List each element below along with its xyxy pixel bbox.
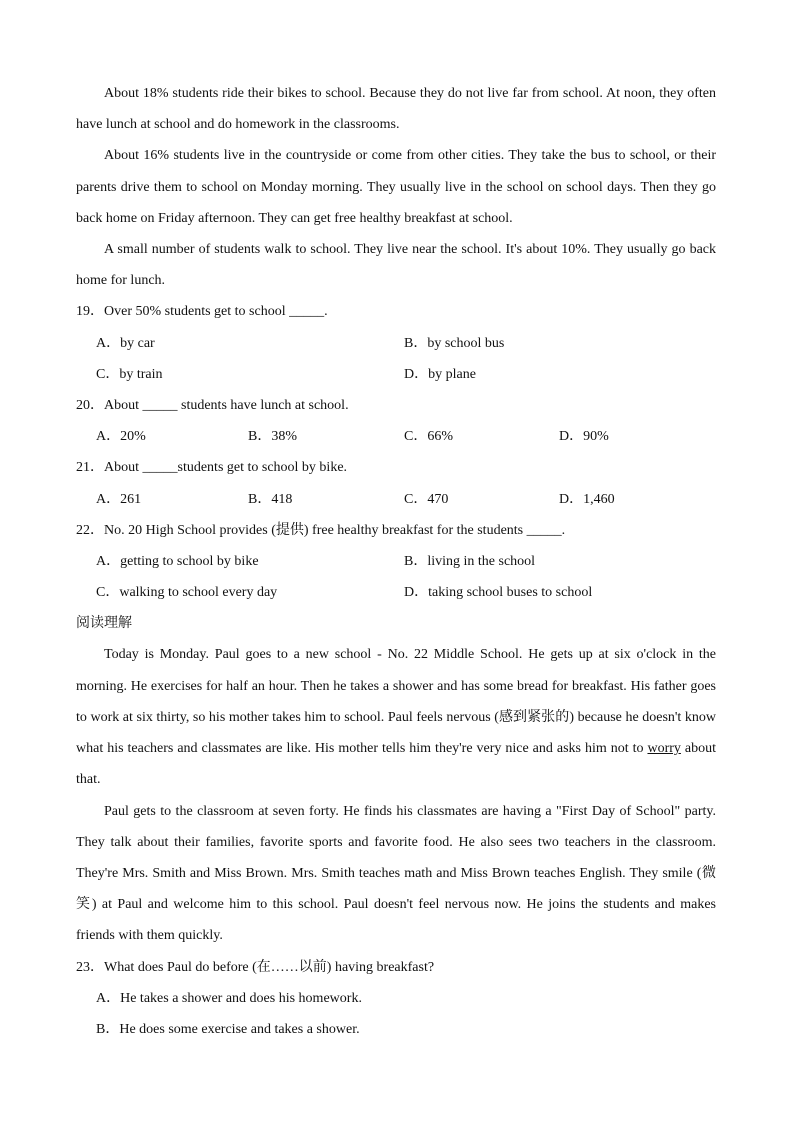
question-22-options-row-1 bbox=[76, 546, 716, 577]
document-page bbox=[76, 78, 716, 1045]
question-19-option-d[interactable]: D．by plane bbox=[404, 366, 476, 382]
question-19-stem: 19．Over 50% students get to school _____. bbox=[76, 304, 328, 320]
question-19-options-row-2 bbox=[76, 359, 716, 390]
question-20-option-d[interactable]: D．90% bbox=[559, 429, 609, 445]
passage1-p1-text: About 18% students ride their bikes to school. Because they do not live far from school. At noon, they often have lunch at school and do homework in the classrooms. bbox=[76, 86, 716, 133]
question-20-options bbox=[76, 421, 716, 452]
question-22-options-row-2 bbox=[76, 577, 716, 608]
question-21-option-d[interactable]: D．1,460 bbox=[559, 491, 615, 507]
question-22-option-b[interactable]: B．living in the school bbox=[404, 553, 536, 569]
passage1-p3-text: A small number of students walk to school. They live near the school. It's about 10%. They usually go back home for lunch. bbox=[76, 242, 716, 289]
passage2-paragraph-1 bbox=[76, 639, 716, 795]
question-21-option-c[interactable]: C．470 bbox=[404, 491, 449, 507]
question-20-option-b[interactable]: B．38% bbox=[248, 429, 297, 445]
question-21-stem: 21．About _____students get to school by bike. bbox=[76, 460, 348, 476]
question-23-stem: 23．What does Paul do before (在……以前) having breakfast? bbox=[76, 959, 435, 975]
passage1-p2-text: About 16% students live in the countryside or come from other cities. They take the bus to school, or their parents drive them to school on Monday morning. They usually live in the school on school days. Then they go back home on Friday afternoon. They can get free healthy breakfast at school. bbox=[76, 148, 716, 226]
passage2-p1-tail: about that. bbox=[76, 741, 716, 788]
question-23-option-a[interactable]: A．He takes a shower and does his homework. bbox=[96, 990, 362, 1006]
question-22-option-d[interactable]: D．taking school buses to school bbox=[404, 585, 593, 601]
question-22-option-a[interactable]: A．getting to school by bike bbox=[96, 553, 259, 569]
question-19-option-c[interactable]: C．by train bbox=[96, 366, 163, 382]
question-19-option-b[interactable]: B．by school bus bbox=[404, 335, 505, 351]
passage2-paragraph-2 bbox=[76, 796, 716, 952]
question-19-options-row-1 bbox=[76, 328, 716, 359]
passage2-p2-text: Paul gets to the classroom at seven forty. He finds his classmates are having a "First Day of School" party. They talk about their families, favorite sports and favorite food. He also sees two teachers in the classroom. They're Mrs. Smith and Miss Brown. Mrs. Smith teaches math and Miss Brown teaches English. They smile (微笑) at Paul and welcome him to this school. Paul doesn't feel nervous now. He joins the students and makes friends with them quickly. bbox=[76, 803, 716, 944]
question-23-options-row-1 bbox=[76, 983, 716, 1014]
question-19-option-a[interactable]: A．by car bbox=[96, 335, 155, 351]
question-23-option-b[interactable]: B．He does some exercise and takes a shower. bbox=[96, 1021, 360, 1037]
section-title: 阅读理解 bbox=[76, 616, 132, 632]
passage2-p1-text: Today is Monday. Paul goes to a new school - No. 22 Middle School. He gets up at six o'clock in the morning. He exercises for half an hour. Then he takes a shower and has some bread for breakfast. His father goes to work at six thirty, so his mother takes him to school. Paul feels nervous (感到紧张的) because he doesn't know what his teachers and classmates are like. His mother tells him they're very nice and asks him not to bbox=[76, 647, 716, 757]
question-21-option-b[interactable]: B．418 bbox=[248, 491, 293, 507]
passage1-paragraph-2 bbox=[76, 140, 716, 234]
passage1-paragraph-3 bbox=[76, 234, 716, 296]
question-22-option-c[interactable]: C．walking to school every day bbox=[96, 585, 278, 601]
question-20-stem: 20．About _____ students have lunch at school. bbox=[76, 397, 349, 413]
question-20-option-a[interactable]: A．20% bbox=[96, 429, 146, 445]
question-21-options bbox=[76, 484, 716, 515]
question-20-option-c[interactable]: C．66% bbox=[404, 429, 453, 445]
question-23-options-row-2 bbox=[76, 1014, 716, 1045]
question-22-stem: 22．No. 20 High School provides (提供) free healthy breakfast for the students _____. bbox=[76, 522, 566, 538]
question-21-option-a[interactable]: A．261 bbox=[96, 491, 142, 507]
underlined-word: worry bbox=[647, 741, 681, 757]
passage1-paragraph-1 bbox=[76, 78, 716, 140]
